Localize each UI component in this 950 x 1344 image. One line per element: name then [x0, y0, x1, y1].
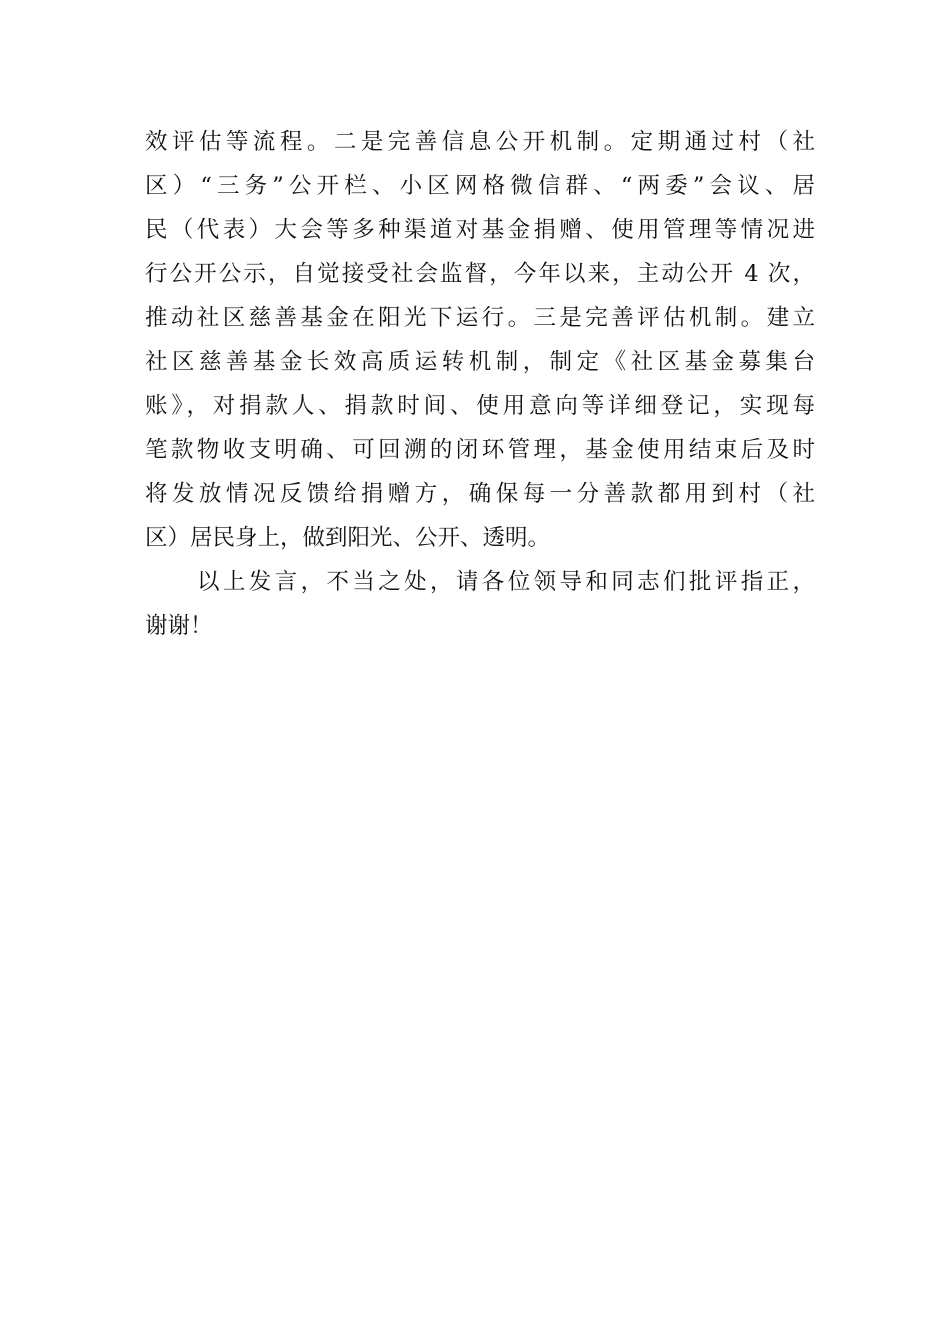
text-line: 区）居民身上，做到阳光、公开、透明。: [145, 525, 551, 551]
text-line: 民（代表）大会等多种渠道对基金捐赠、使用管理等情况进: [145, 217, 815, 243]
text-line: 社区慈善基金长效高质运转机制，制定《社区基金募集台: [145, 349, 815, 375]
paragraph-closing-remarks: [145, 560, 815, 648]
text-line: 行公开公示，自觉接受社会监督，今年以来，主动公开 4 次，: [145, 261, 815, 287]
text-line: 推动社区慈善基金在阳光下运行。三是完善评估机制。建立: [145, 305, 815, 331]
text-line: 以上发言，不当之处，请各位领导和同志们批评指正，: [197, 569, 815, 595]
text-line: 账》，对捐款人、捐款时间、使用意向等详细登记，实现每: [145, 393, 815, 419]
text-line: 谢谢！: [145, 613, 213, 639]
text-line: 区）“三务”公开栏、小区网格微信群、“两委”会议、居: [145, 173, 815, 199]
text-line: 笔款物收支明确、可回溯的闭环管理，基金使用结束后及时: [145, 437, 815, 463]
paragraph-info-disclosure: [145, 120, 815, 560]
text-line: 将发放情况反馈给捐赠方，确保每一分善款都用到村（社: [145, 481, 815, 507]
text-line: 效评估等流程。二是完善信息公开机制。定期通过村（社: [145, 129, 815, 155]
document-body: [145, 120, 815, 648]
